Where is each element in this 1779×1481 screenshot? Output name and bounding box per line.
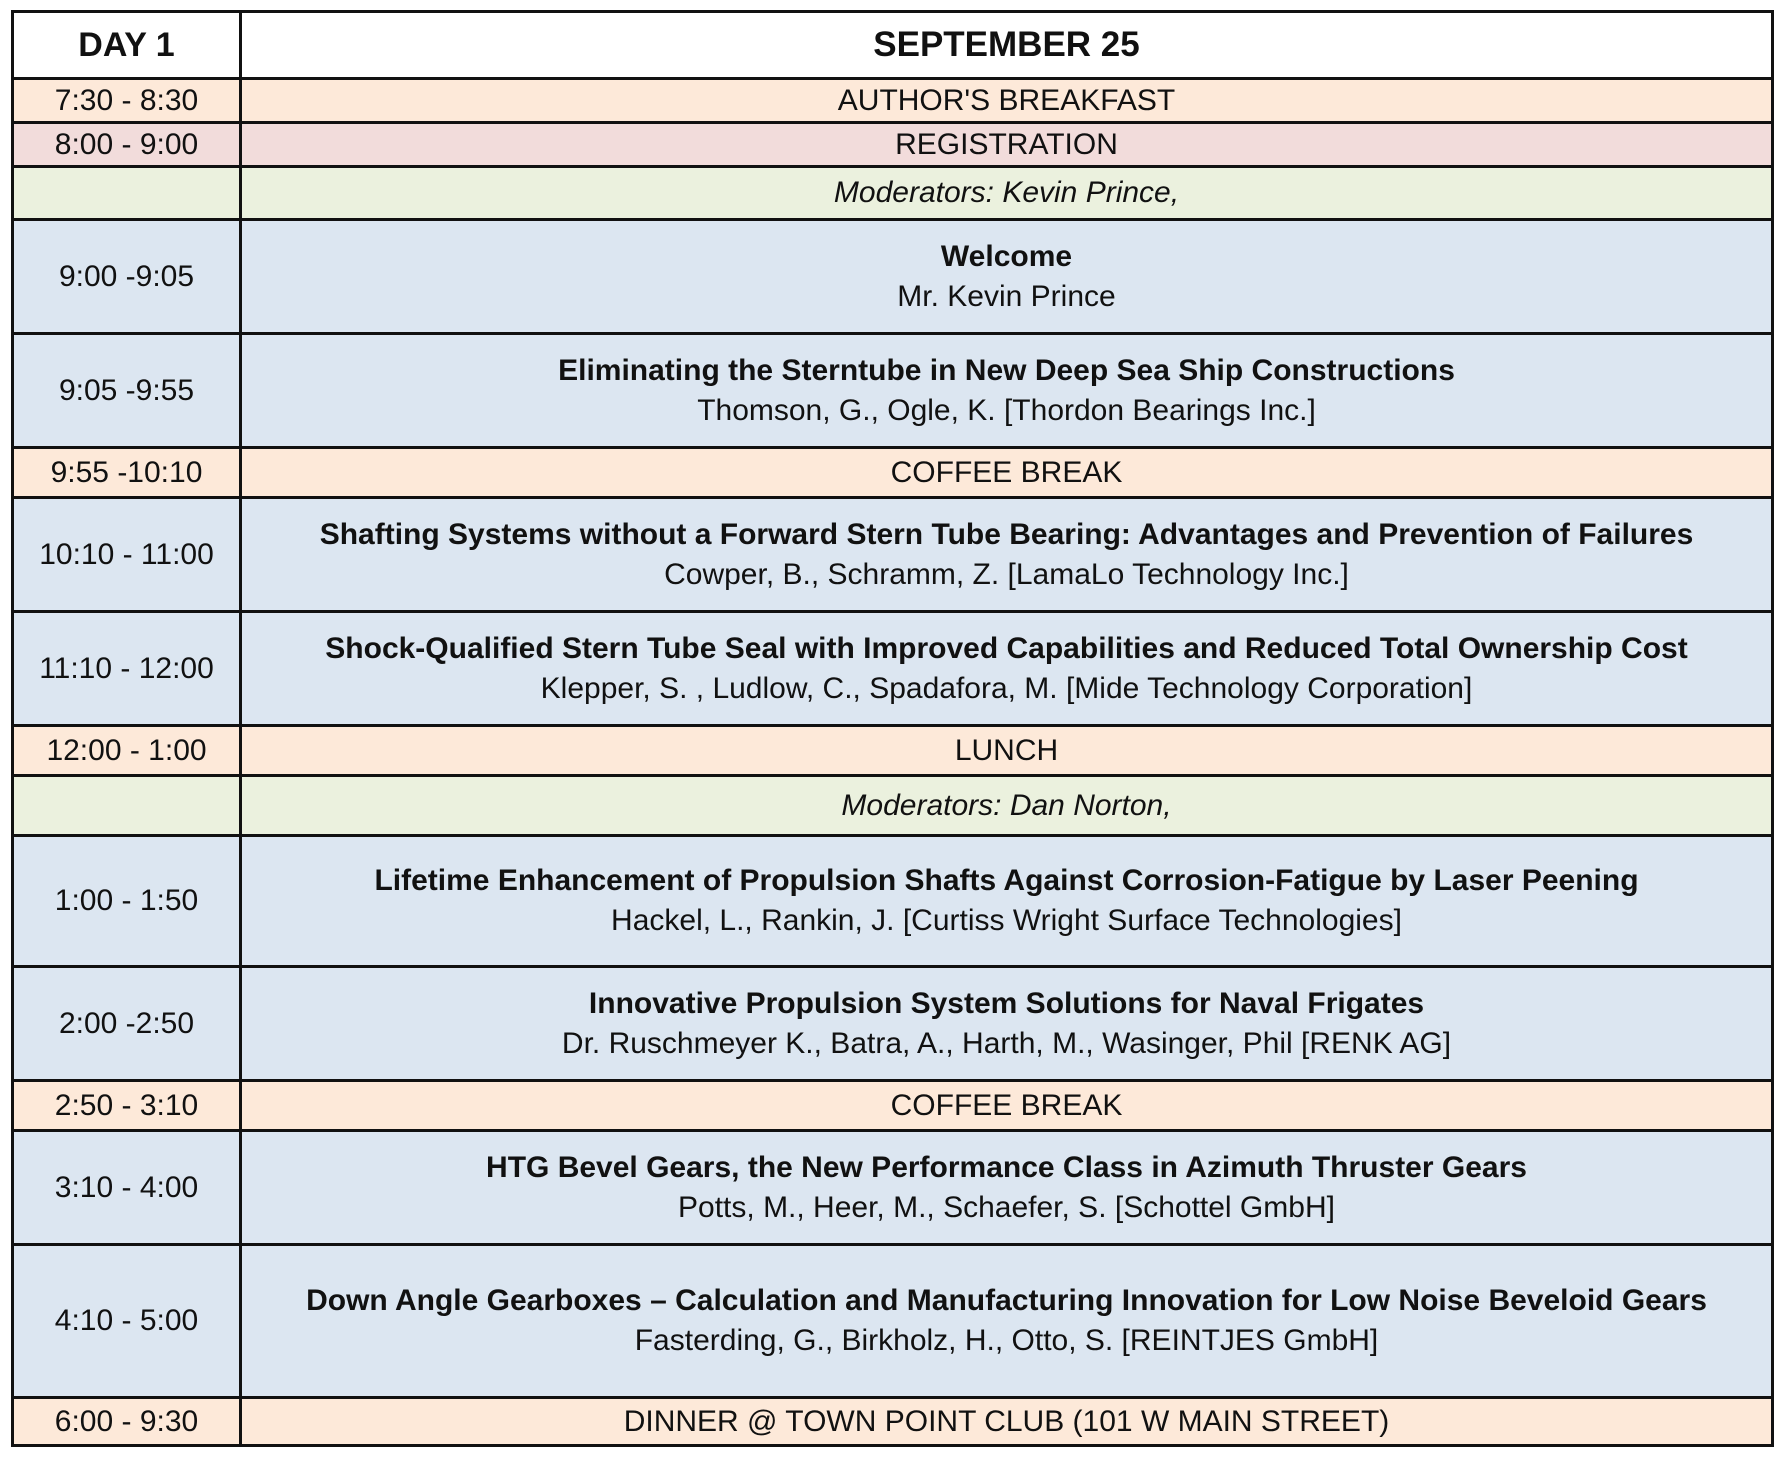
schedule-row xyxy=(13,1398,1773,1446)
header-row xyxy=(13,12,1773,79)
moderator-row xyxy=(13,776,1773,836)
talk-row xyxy=(13,836,1773,967)
talk-title: Lifetime Enhancement of Propulsion Shafts Against Corrosion-Fatigue by Laser Peening xyxy=(374,864,1639,897)
moderator-cell xyxy=(241,776,1773,836)
talk-authors: Cowper, B., Schramm, Z. [LamaLo Technology Inc.] xyxy=(664,557,1349,591)
time-cell: 8:00 - 9:00 xyxy=(13,123,241,167)
schedule-table xyxy=(11,10,1774,1447)
talk-title: Down Angle Gearboxes – Calculation and Manufacturing Innovation for Low Noise Beveloid Gears xyxy=(306,1284,1707,1317)
talk-cell xyxy=(241,498,1773,612)
break-cell: COFFEE BREAK xyxy=(241,1081,1773,1131)
time-cell xyxy=(13,167,241,220)
talk-cell xyxy=(241,612,1773,726)
day-label: DAY 1 xyxy=(13,12,241,79)
schedule-row xyxy=(13,726,1773,776)
talk-cell xyxy=(241,220,1773,334)
talk-title: HTG Bevel Gears, the New Performance Class in Azimuth Thruster Gears xyxy=(486,1150,1527,1184)
talk-cell xyxy=(241,334,1773,448)
moderator-text: Moderators: Kevin Prince, xyxy=(833,176,1180,209)
talk-row xyxy=(13,220,1773,334)
talk-cell xyxy=(241,1245,1773,1398)
schedule-row xyxy=(13,1081,1773,1131)
time-cell: 9:55 -10:10 xyxy=(13,448,241,498)
talk-row xyxy=(13,1131,1773,1245)
break-cell: COFFEE BREAK xyxy=(241,448,1773,498)
talk-cell xyxy=(241,967,1773,1081)
talk-title: Shafting Systems without a Forward Stern Tube Bearing: Advantages and Prevention of Failures xyxy=(319,517,1694,551)
talk-authors: Hackel, L., Rankin, J. [Curtiss Wright Surface Technologies] xyxy=(611,904,1402,937)
talk-row xyxy=(13,498,1773,612)
talk-authors: Potts, M., Heer, M., Schaefer, S. [Schottel GmbH] xyxy=(678,1190,1335,1224)
talk-authors: Mr. Kevin Prince xyxy=(897,279,1116,313)
talk-cell xyxy=(241,836,1773,967)
time-cell: 3:10 - 4:00 xyxy=(13,1131,241,1245)
talk-authors: Klepper, S. , Ludlow, C., Spadafora, M. [Mide Technology Corporation] xyxy=(540,671,1473,705)
talk-authors: Thomson, G., Ogle, K. [Thordon Bearings Inc.] xyxy=(697,393,1316,427)
talk-row xyxy=(13,1245,1773,1398)
time-cell: 9:05 -9:55 xyxy=(13,334,241,448)
break-cell: AUTHOR'S BREAKFAST xyxy=(241,79,1773,123)
schedule-row xyxy=(13,123,1773,167)
break-cell: LUNCH xyxy=(241,726,1773,776)
talk-row xyxy=(13,967,1773,1081)
break-cell: DINNER @ TOWN POINT CLUB (101 W MAIN STREET) xyxy=(241,1398,1773,1446)
time-cell: 2:50 - 3:10 xyxy=(13,1081,241,1131)
time-cell: 9:00 -9:05 xyxy=(13,220,241,334)
date-label: SEPTEMBER 25 xyxy=(241,12,1773,79)
schedule-row xyxy=(13,79,1773,123)
moderator-cell xyxy=(241,167,1773,220)
time-cell: 6:00 - 9:30 xyxy=(13,1398,241,1446)
talk-authors: Fasterding, G., Birkholz, H., Otto, S. [REINTJES GmbH] xyxy=(634,1324,1379,1357)
talk-title: Welcome xyxy=(940,239,1073,273)
time-cell: 10:10 - 11:00 xyxy=(13,498,241,612)
talk-title: Eliminating the Sterntube in New Deep Sea Ship Constructions xyxy=(558,353,1455,387)
talk-title: Innovative Propulsion System Solutions for Naval Frigates xyxy=(588,986,1425,1020)
time-cell: 4:10 - 5:00 xyxy=(13,1245,241,1398)
talk-row xyxy=(13,612,1773,726)
registration-cell: REGISTRATION xyxy=(241,123,1773,167)
time-cell: 1:00 - 1:50 xyxy=(13,836,241,967)
time-cell: 7:30 - 8:30 xyxy=(13,79,241,123)
time-cell: 2:00 -2:50 xyxy=(13,967,241,1081)
schedule-container xyxy=(11,10,1774,1447)
talk-cell xyxy=(241,1131,1773,1245)
moderator-text: Moderators: Dan Norton, xyxy=(841,788,1172,822)
time-cell xyxy=(13,776,241,836)
moderator-row xyxy=(13,167,1773,220)
schedule-row xyxy=(13,448,1773,498)
time-cell: 11:10 - 12:00 xyxy=(13,612,241,726)
talk-title: Shock-Qualified Stern Tube Seal with Improved Capabilities and Reduced Total Ownership Cost xyxy=(325,631,1688,665)
talk-row xyxy=(13,334,1773,448)
time-cell: 12:00 - 1:00 xyxy=(13,726,241,776)
talk-authors: Dr. Ruschmeyer K., Batra, A., Harth, M., Wasinger, Phil [RENK AG] xyxy=(561,1026,1452,1060)
